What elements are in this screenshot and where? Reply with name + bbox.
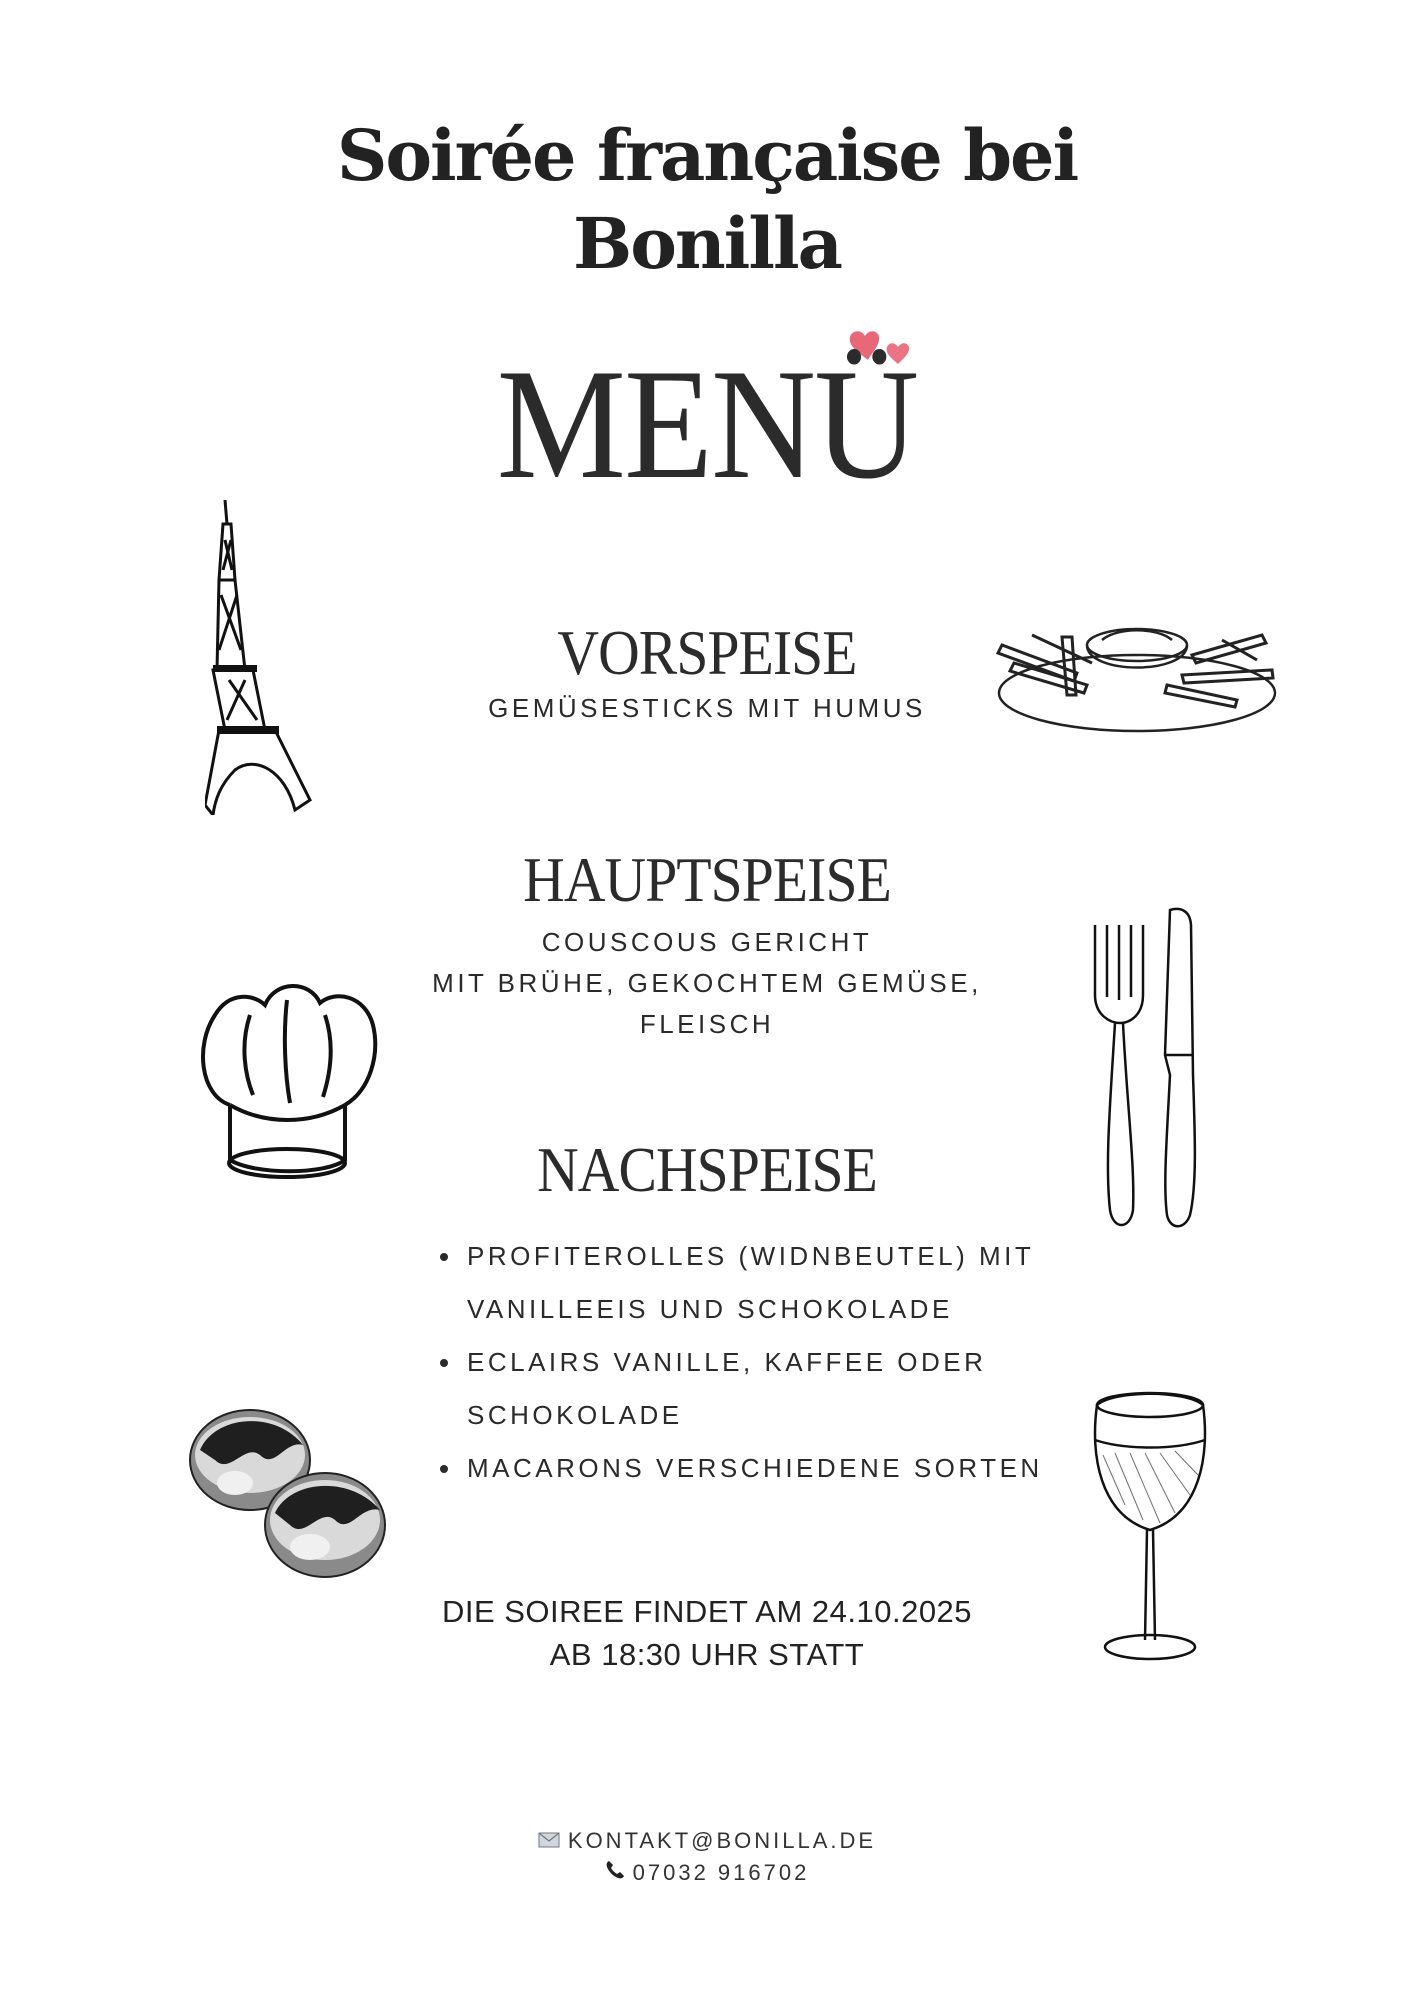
menu-heading: MENÜ	[496, 337, 918, 512]
contact-email-row	[0, 1828, 1414, 1854]
list-item: • MACARONS VERSCHIEDENE SORTEN	[463, 1442, 1103, 1495]
title-line-1: Soirée française bei	[336, 114, 1078, 197]
phone-icon	[605, 1860, 625, 1886]
event-line-1: DIE SOIREE FINDET AM 24.10.2025	[441, 1594, 973, 1629]
envelope-icon	[538, 1828, 560, 1854]
profiterole-icon	[185, 1395, 405, 1590]
contact-phone[interactable]: 07032 916702	[632, 1860, 810, 1885]
hauptspeise-line-2: MIT BRÜHE, GEKOCHTEM GEMÜSE,	[432, 968, 982, 998]
list-item: • ECLAIRS VANILLE, KAFFEE ODER SCHOKOLADE	[463, 1336, 1103, 1442]
contact-email[interactable]: KONTAKT@BONILLA.DE	[567, 1828, 877, 1853]
vorspeise-item: GEMÜSESTICKS MIT HUMUS	[488, 693, 926, 723]
section-heading-hauptspeise: HAUPTSPEISE	[523, 844, 891, 915]
hauptspeise-line-1: COUSCOUS GERICHT	[541, 927, 873, 957]
list-item: • PROFITEROLLES (WIDNBEUTEL) MIT VANILLEEIS UND SCHOKOLADE	[463, 1230, 1103, 1336]
section-heading-nachspeise: NACHSPEISE	[537, 1134, 877, 1205]
hauptspeise-line-3: FLEISCH	[639, 1009, 775, 1039]
event-info	[0, 1590, 1414, 1676]
event-line-2: AB 18:30 UHR STATT	[549, 1637, 865, 1672]
title-line-2: Bonilla	[573, 202, 841, 285]
page-title	[0, 112, 1414, 288]
dessert-list	[435, 1230, 1103, 1495]
contact-phone-row	[0, 1860, 1414, 1886]
section-heading-vorspeise: VORSPEISE	[557, 617, 857, 688]
